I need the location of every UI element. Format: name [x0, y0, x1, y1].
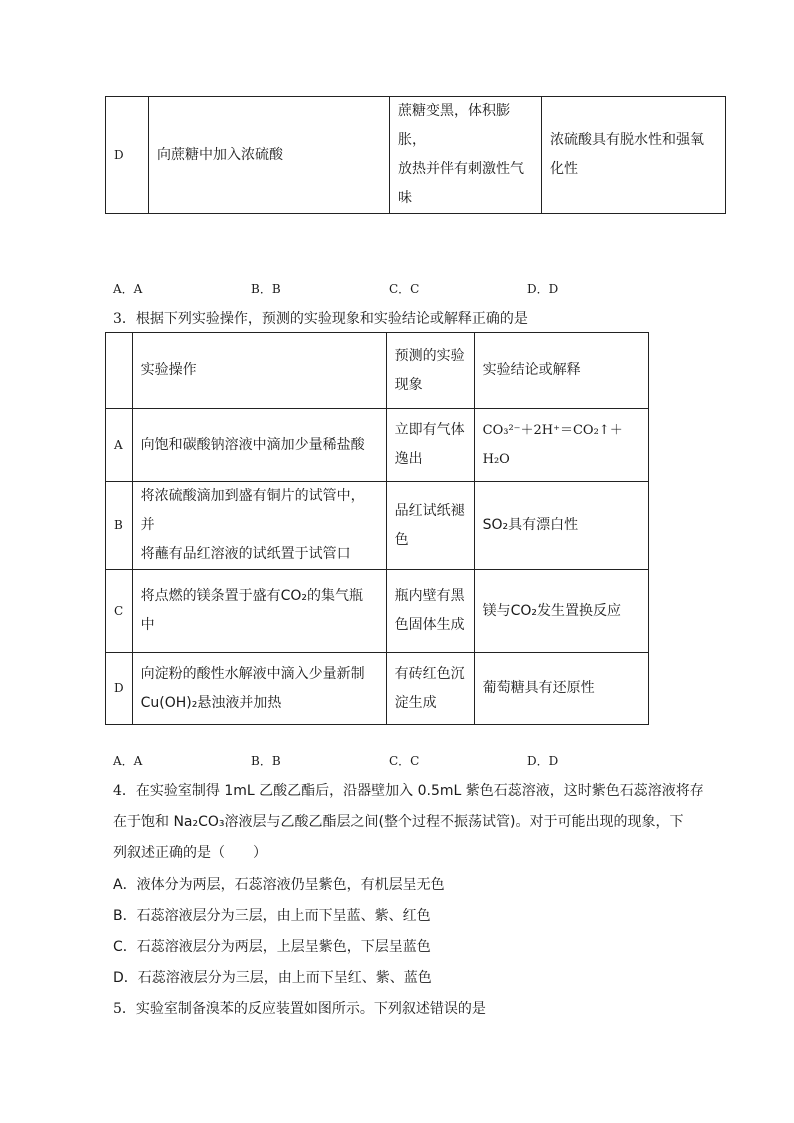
question-number: 4． — [113, 783, 136, 799]
text-line: 味 — [398, 190, 412, 206]
row-label: A — [106, 409, 133, 482]
conclusion-cell: CO₃²⁻＋2H⁺＝CO₂↑＋H₂O — [474, 409, 648, 482]
question-5-stem — [113, 999, 486, 1019]
question-text: 根据下列实验操作，预测的实验现象和实验结论或解释正确的是 — [135, 311, 528, 327]
header-phenomenon — [386, 333, 474, 409]
operation-cell — [132, 570, 386, 653]
row-label: C — [106, 570, 133, 653]
conclusion-cell: 镁与CO₂发生置换反应 — [474, 570, 648, 653]
row-label: B — [106, 482, 133, 570]
header-operation: 实验操作 — [132, 333, 386, 409]
option-d[interactable]: D．D — [527, 282, 559, 296]
option-a[interactable]: A．A — [113, 282, 143, 296]
phenomenon-cell — [386, 570, 474, 653]
text-line: 有砖红色沉 — [394, 665, 465, 682]
question-number: 5． — [113, 1001, 136, 1017]
table-row — [106, 409, 649, 482]
text-line: 色固体生成 — [394, 617, 465, 633]
text-line: 浓硫酸具有脱水性和强氧 — [550, 132, 704, 148]
text-line: Cu(OH)₂悬浊液并加热 — [140, 694, 282, 711]
option-b[interactable]: B．B — [251, 754, 281, 768]
option-a[interactable]: A．A — [113, 754, 143, 768]
text-line: 立即有气体 — [394, 422, 465, 438]
question-3-stem — [113, 309, 528, 329]
header-conclusion: 实验结论或解释 — [474, 333, 648, 409]
text-line: 将浓硫酸滴加到盛有铜片的试管中，并 — [140, 488, 365, 533]
question-4-line-2: 在于饱和 Na₂CO₃溶液层与乙酸乙酯层之间(整个过程不振荡试管)。对于可能出现的现象，下 — [113, 814, 684, 830]
table-row — [106, 653, 649, 725]
text-line: 逸出 — [394, 451, 423, 467]
text-line: 瓶内壁有黑 — [394, 588, 465, 604]
question-number: 3． — [113, 311, 136, 327]
conclusion-cell: 葡萄糖具有还原性 — [474, 653, 648, 725]
phenomenon-cell — [386, 409, 474, 482]
row-label: D — [106, 97, 149, 214]
phenomenon-cell — [386, 653, 474, 725]
option-c[interactable]: C．C — [389, 282, 420, 296]
option-b[interactable]: B．石蕊溶液层分为三层，由上而下呈蓝、紫、红色 — [113, 908, 431, 924]
text-line: 向淀粉的酸性水解液中滴入少量新制 — [140, 665, 365, 682]
option-d[interactable]: D．D — [527, 754, 559, 768]
phenomenon-cell — [390, 97, 542, 214]
conclusion-cell — [542, 97, 726, 214]
text-line: 将蘸有品红溶液的试纸置于试管口 — [140, 546, 351, 562]
text-line: 现象 — [394, 376, 423, 393]
question-text: 在实验室制得 1mL 乙酸乙酯后，沿器壁加入 0.5mL 紫色石蕊溶液，这时紫色石蕊溶液将存 — [135, 783, 704, 799]
table-row — [106, 482, 649, 570]
text-line: 向饱和碳酸钠溶液中滴加少量稀盐酸 — [140, 436, 365, 453]
text-line: 蔗糖变黑，体积膨胀， — [398, 103, 510, 148]
option-b[interactable]: B．B — [251, 282, 281, 296]
q3-table — [105, 332, 649, 725]
operation-cell — [132, 482, 386, 570]
text-line: 将点燃的镁条置于盛有CO₂的集气瓶 — [140, 588, 364, 604]
option-d[interactable]: D．石蕊溶液层分为三层，由上而下呈红、紫、蓝色 — [113, 970, 432, 986]
question-4-line-1 — [113, 781, 704, 801]
option-a[interactable]: A．液体分为两层，石蕊溶液仍呈紫色，有机层呈无色 — [113, 877, 445, 893]
text-line: 化性 — [550, 161, 578, 177]
table-row — [106, 570, 649, 653]
row-label: D — [106, 653, 133, 725]
option-c[interactable]: C．C — [389, 754, 420, 768]
text-line: 品红试纸褪 — [394, 502, 465, 519]
text-line: 放热并伴有刺激性气 — [398, 161, 524, 177]
text-line: 淀生成 — [394, 694, 437, 711]
option-c[interactable]: C．石蕊溶液层分为两层，上层呈紫色，下层呈蓝色 — [113, 939, 431, 955]
phenomenon-cell — [386, 482, 474, 570]
question-4-line-3: 列叙述正确的是（ ） — [113, 845, 267, 861]
text-line: 中 — [140, 617, 155, 633]
operation-cell — [132, 409, 386, 482]
operation-cell: 向蔗糖中加入浓硫酸 — [149, 97, 390, 214]
operation-cell — [132, 653, 386, 725]
conclusion-cell: SO₂具有漂白性 — [474, 482, 648, 570]
table-row-d — [105, 96, 726, 214]
header-blank — [106, 333, 133, 409]
question-text: 实验室制备溴苯的反应装置如图所示。下列叙述错误的是 — [135, 1001, 486, 1017]
text-line: 色 — [394, 531, 409, 548]
text-line: 预测的实验 — [394, 347, 465, 364]
